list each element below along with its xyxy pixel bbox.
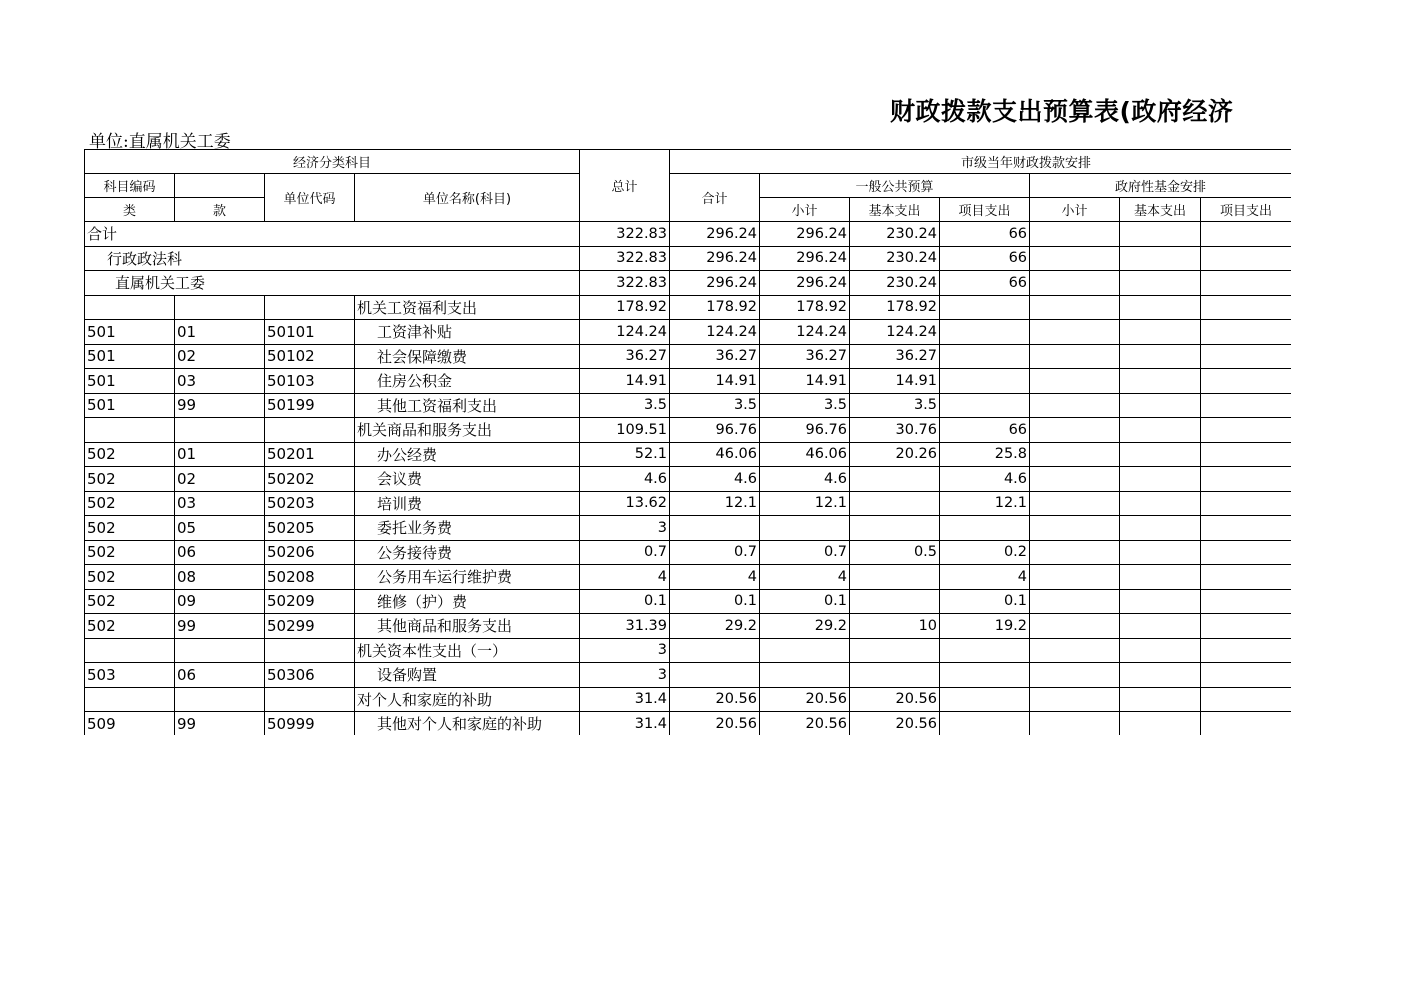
row-value: 66 xyxy=(940,271,1030,296)
row-value: 20.26 xyxy=(850,442,940,467)
row-value xyxy=(1030,320,1120,345)
row-unit-code: 50103 xyxy=(265,369,355,394)
row-name: 培训费 xyxy=(355,491,580,516)
row-value: 36.27 xyxy=(580,344,670,369)
row-value xyxy=(1030,442,1120,467)
row-class: 502 xyxy=(85,491,175,516)
row-value: 296.24 xyxy=(670,222,760,247)
row-name: 公务用车运行维护费 xyxy=(355,565,580,590)
header-general-budget: 一般公共预算 xyxy=(760,174,1030,198)
row-label: 直属机关工委 xyxy=(85,271,580,296)
row-unit-code xyxy=(265,418,355,443)
row-class: 501 xyxy=(85,393,175,418)
row-value xyxy=(1120,442,1201,467)
row-value: 4 xyxy=(940,565,1030,590)
row-value: 20.56 xyxy=(760,687,850,712)
row-value: 14.91 xyxy=(580,369,670,394)
row-name: 其他对个人和家庭的补助 xyxy=(355,712,580,736)
row-value: 124.24 xyxy=(760,320,850,345)
row-value xyxy=(760,663,850,688)
header-blank xyxy=(175,174,265,198)
row-kuan xyxy=(175,418,265,443)
row-value: 20.56 xyxy=(670,712,760,736)
row-value xyxy=(1120,516,1201,541)
row-unit-code: 50101 xyxy=(265,320,355,345)
row-value xyxy=(1201,320,1291,345)
row-value: 20.56 xyxy=(850,712,940,736)
row-value: 14.91 xyxy=(760,369,850,394)
row-kuan: 99 xyxy=(175,393,265,418)
row-value: 36.27 xyxy=(850,344,940,369)
row-value: 296.24 xyxy=(760,271,850,296)
row-value xyxy=(1120,491,1201,516)
row-value xyxy=(1201,687,1291,712)
row-value: 31.39 xyxy=(580,614,670,639)
row-value: 0.1 xyxy=(580,589,670,614)
row-value xyxy=(760,516,850,541)
row-unit-code: 50203 xyxy=(265,491,355,516)
row-value: 13.62 xyxy=(580,491,670,516)
row-name: 住房公积金 xyxy=(355,369,580,394)
row-value xyxy=(1201,491,1291,516)
row-value xyxy=(1030,369,1120,394)
row-value xyxy=(1030,712,1120,736)
row-kuan: 09 xyxy=(175,589,265,614)
row-value xyxy=(1030,467,1120,492)
row-value: 96.76 xyxy=(760,418,850,443)
row-kuan: 99 xyxy=(175,712,265,736)
row-value: 0.1 xyxy=(760,589,850,614)
row-value xyxy=(850,467,940,492)
row-class: 502 xyxy=(85,516,175,541)
row-value: 296.24 xyxy=(760,222,850,247)
row-value xyxy=(1201,467,1291,492)
row-value xyxy=(1201,516,1291,541)
row-value xyxy=(1120,295,1201,320)
row-value xyxy=(1120,271,1201,296)
row-value xyxy=(940,638,1030,663)
row-unit-code: 50299 xyxy=(265,614,355,639)
row-value: 0.5 xyxy=(850,540,940,565)
row-value xyxy=(1120,320,1201,345)
row-value xyxy=(940,663,1030,688)
row-value: 4.6 xyxy=(670,467,760,492)
row-value: 20.56 xyxy=(670,687,760,712)
row-name: 办公经费 xyxy=(355,442,580,467)
table-row xyxy=(85,442,1292,467)
row-name: 社会保障缴费 xyxy=(355,344,580,369)
row-value xyxy=(1030,516,1120,541)
row-value xyxy=(940,369,1030,394)
header-subtotal-all: 合计 xyxy=(670,174,760,222)
row-value xyxy=(1201,246,1291,271)
row-value: 0.2 xyxy=(940,540,1030,565)
row-class xyxy=(85,295,175,320)
row-value xyxy=(1201,712,1291,736)
table-row xyxy=(85,369,1292,394)
row-value xyxy=(670,663,760,688)
row-value: 4.6 xyxy=(940,467,1030,492)
row-value: 46.06 xyxy=(670,442,760,467)
row-class: 502 xyxy=(85,467,175,492)
row-value: 36.27 xyxy=(760,344,850,369)
row-value xyxy=(1030,638,1120,663)
row-value xyxy=(1030,540,1120,565)
row-value xyxy=(940,320,1030,345)
row-value xyxy=(940,393,1030,418)
row-kuan: 01 xyxy=(175,442,265,467)
row-value: 322.83 xyxy=(580,271,670,296)
table-body xyxy=(85,222,1292,736)
table-row xyxy=(85,663,1292,688)
row-value xyxy=(1120,565,1201,590)
row-class: 501 xyxy=(85,344,175,369)
row-kuan: 05 xyxy=(175,516,265,541)
table-row xyxy=(85,418,1292,443)
row-value xyxy=(1120,369,1201,394)
row-unit-code xyxy=(265,295,355,320)
row-value: 31.4 xyxy=(580,712,670,736)
row-value: 230.24 xyxy=(850,246,940,271)
row-class: 502 xyxy=(85,540,175,565)
row-class: 501 xyxy=(85,369,175,394)
row-value: 3.5 xyxy=(670,393,760,418)
row-class: 509 xyxy=(85,712,175,736)
row-name: 委托业务费 xyxy=(355,516,580,541)
header-gen-project: 项目支出 xyxy=(940,198,1030,222)
row-name: 机关工资福利支出 xyxy=(355,295,580,320)
row-value: 12.1 xyxy=(670,491,760,516)
row-value xyxy=(850,638,940,663)
row-unit-code xyxy=(265,638,355,663)
row-value xyxy=(1201,442,1291,467)
row-name: 机关资本性支出（一） xyxy=(355,638,580,663)
row-value xyxy=(1030,393,1120,418)
row-value xyxy=(940,295,1030,320)
header-city-arrange: 市级当年财政拨款安排 xyxy=(670,150,1291,174)
table-row xyxy=(85,246,1292,271)
row-value: 296.24 xyxy=(760,246,850,271)
row-value: 25.8 xyxy=(940,442,1030,467)
row-value: 124.24 xyxy=(850,320,940,345)
header-fund-subtotal: 小计 xyxy=(1030,198,1120,222)
row-class xyxy=(85,638,175,663)
header-subject-code: 科目编码 xyxy=(85,174,175,198)
row-unit-code: 50201 xyxy=(265,442,355,467)
row-class: 502 xyxy=(85,589,175,614)
table-row xyxy=(85,638,1292,663)
row-value: 178.92 xyxy=(580,295,670,320)
row-value xyxy=(670,638,760,663)
row-value: 109.51 xyxy=(580,418,670,443)
row-kuan: 08 xyxy=(175,565,265,590)
table-row xyxy=(85,320,1292,345)
row-value xyxy=(940,516,1030,541)
row-value xyxy=(1120,589,1201,614)
row-value: 36.27 xyxy=(670,344,760,369)
row-value: 178.92 xyxy=(850,295,940,320)
header-gen-basic: 基本支出 xyxy=(850,198,940,222)
row-value xyxy=(1201,418,1291,443)
row-value: 230.24 xyxy=(850,222,940,247)
row-value: 178.92 xyxy=(670,295,760,320)
row-class xyxy=(85,687,175,712)
row-value: 96.76 xyxy=(670,418,760,443)
budget-table-frame xyxy=(84,149,1291,735)
row-value xyxy=(1030,491,1120,516)
row-value xyxy=(1201,540,1291,565)
row-value xyxy=(1120,393,1201,418)
table-row xyxy=(85,295,1292,320)
table-row xyxy=(85,565,1292,590)
row-value xyxy=(850,491,940,516)
row-value xyxy=(940,687,1030,712)
row-kuan: 01 xyxy=(175,320,265,345)
row-value: 0.7 xyxy=(580,540,670,565)
row-value xyxy=(1120,344,1201,369)
row-value: 296.24 xyxy=(670,246,760,271)
row-value: 31.4 xyxy=(580,687,670,712)
row-value: 3.5 xyxy=(580,393,670,418)
row-value xyxy=(1201,344,1291,369)
row-class: 501 xyxy=(85,320,175,345)
row-class: 502 xyxy=(85,614,175,639)
row-unit-code: 50208 xyxy=(265,565,355,590)
header-fund-project: 项目支出 xyxy=(1201,198,1291,222)
row-value xyxy=(1030,295,1120,320)
row-value xyxy=(1201,369,1291,394)
table-row xyxy=(85,516,1292,541)
row-value xyxy=(1030,246,1120,271)
row-value xyxy=(850,663,940,688)
header-gen-subtotal: 小计 xyxy=(760,198,850,222)
row-value xyxy=(1030,418,1120,443)
row-value: 322.83 xyxy=(580,222,670,247)
row-value: 19.2 xyxy=(940,614,1030,639)
row-value: 3 xyxy=(580,638,670,663)
row-value xyxy=(1120,712,1201,736)
row-value: 20.56 xyxy=(760,712,850,736)
row-value: 14.91 xyxy=(850,369,940,394)
row-value xyxy=(1201,663,1291,688)
row-value: 0.7 xyxy=(760,540,850,565)
row-name: 对个人和家庭的补助 xyxy=(355,687,580,712)
row-value xyxy=(1201,271,1291,296)
row-kuan xyxy=(175,687,265,712)
header-kuan: 款 xyxy=(175,198,265,222)
row-label: 行政政法科 xyxy=(85,246,580,271)
row-value: 4.6 xyxy=(580,467,670,492)
row-value xyxy=(1030,222,1120,247)
row-value xyxy=(850,565,940,590)
row-unit-code: 50999 xyxy=(265,712,355,736)
row-kuan xyxy=(175,638,265,663)
row-value xyxy=(1030,589,1120,614)
row-value: 3 xyxy=(580,663,670,688)
row-name: 工资津补贴 xyxy=(355,320,580,345)
row-value: 66 xyxy=(940,222,1030,247)
row-kuan: 02 xyxy=(175,344,265,369)
row-value: 3 xyxy=(580,516,670,541)
row-name: 其他商品和服务支出 xyxy=(355,614,580,639)
row-value xyxy=(760,638,850,663)
row-value: 4 xyxy=(580,565,670,590)
row-value xyxy=(1120,638,1201,663)
row-name: 会议费 xyxy=(355,467,580,492)
table-row xyxy=(85,687,1292,712)
row-value xyxy=(1201,295,1291,320)
row-name: 设备购置 xyxy=(355,663,580,688)
row-value xyxy=(670,516,760,541)
row-kuan: 03 xyxy=(175,491,265,516)
row-value: 3.5 xyxy=(850,393,940,418)
row-value: 52.1 xyxy=(580,442,670,467)
row-value xyxy=(1201,393,1291,418)
row-name: 维修（护）费 xyxy=(355,589,580,614)
row-value: 0.1 xyxy=(670,589,760,614)
row-name: 其他工资福利支出 xyxy=(355,393,580,418)
row-value: 66 xyxy=(940,418,1030,443)
row-kuan: 03 xyxy=(175,369,265,394)
row-class: 502 xyxy=(85,442,175,467)
header-unit-code: 单位代码 xyxy=(265,174,355,222)
row-class xyxy=(85,418,175,443)
row-unit-code: 50205 xyxy=(265,516,355,541)
row-unit-code: 50102 xyxy=(265,344,355,369)
unit-label: 单位:直属机关工委 xyxy=(89,132,231,152)
row-value xyxy=(1030,663,1120,688)
table-row xyxy=(85,393,1292,418)
row-value xyxy=(1120,467,1201,492)
row-value xyxy=(1120,418,1201,443)
row-value: 0.1 xyxy=(940,589,1030,614)
row-name: 机关商品和服务支出 xyxy=(355,418,580,443)
row-label: 合计 xyxy=(85,222,580,247)
row-value: 20.56 xyxy=(850,687,940,712)
row-value: 12.1 xyxy=(940,491,1030,516)
row-value: 230.24 xyxy=(850,271,940,296)
row-unit-code: 50199 xyxy=(265,393,355,418)
row-value xyxy=(1030,344,1120,369)
row-value xyxy=(1120,614,1201,639)
row-value xyxy=(1030,271,1120,296)
header-total: 总计 xyxy=(580,150,670,222)
row-value xyxy=(1030,565,1120,590)
row-value xyxy=(1201,222,1291,247)
header-gov-fund: 政府性基金安排 xyxy=(1030,174,1291,198)
row-value xyxy=(1120,222,1201,247)
row-class: 503 xyxy=(85,663,175,688)
row-value: 10 xyxy=(850,614,940,639)
row-unit-code: 50206 xyxy=(265,540,355,565)
table-row xyxy=(85,222,1292,247)
row-value xyxy=(940,712,1030,736)
row-kuan xyxy=(175,295,265,320)
header-unit-name: 单位名称(科目) xyxy=(355,174,580,222)
table-row xyxy=(85,344,1292,369)
row-value xyxy=(1201,589,1291,614)
row-value xyxy=(1030,614,1120,639)
row-unit-code xyxy=(265,687,355,712)
row-value: 4 xyxy=(670,565,760,590)
row-kuan: 06 xyxy=(175,540,265,565)
row-value: 4 xyxy=(760,565,850,590)
table-row xyxy=(85,712,1292,736)
row-value: 0.7 xyxy=(670,540,760,565)
row-value xyxy=(1201,638,1291,663)
row-value: 322.83 xyxy=(580,246,670,271)
row-value: 29.2 xyxy=(670,614,760,639)
header-econ-class: 经济分类科目 xyxy=(85,150,580,174)
row-value: 29.2 xyxy=(760,614,850,639)
row-value: 178.92 xyxy=(760,295,850,320)
row-value xyxy=(1120,540,1201,565)
row-unit-code: 50202 xyxy=(265,467,355,492)
row-value: 296.24 xyxy=(670,271,760,296)
table-row xyxy=(85,589,1292,614)
row-unit-code: 50306 xyxy=(265,663,355,688)
row-class: 502 xyxy=(85,565,175,590)
row-value: 4.6 xyxy=(760,467,850,492)
row-value xyxy=(850,516,940,541)
row-value xyxy=(1120,687,1201,712)
table-row xyxy=(85,271,1292,296)
row-value xyxy=(1120,663,1201,688)
table-row xyxy=(85,614,1292,639)
table-row xyxy=(85,491,1292,516)
header-class: 类 xyxy=(85,198,175,222)
row-value xyxy=(1030,687,1120,712)
row-value xyxy=(1120,246,1201,271)
header-fund-basic: 基本支出 xyxy=(1120,198,1201,222)
row-value: 66 xyxy=(940,246,1030,271)
row-value: 124.24 xyxy=(580,320,670,345)
row-value: 12.1 xyxy=(760,491,850,516)
table-row xyxy=(85,540,1292,565)
page-title: 财政拨款支出预算表(政府经济 xyxy=(890,97,1234,126)
budget-table xyxy=(84,149,1291,735)
row-kuan: 99 xyxy=(175,614,265,639)
row-unit-code: 50209 xyxy=(265,589,355,614)
row-name: 公务接待费 xyxy=(355,540,580,565)
row-value: 124.24 xyxy=(670,320,760,345)
row-value: 30.76 xyxy=(850,418,940,443)
row-value: 3.5 xyxy=(760,393,850,418)
row-kuan: 06 xyxy=(175,663,265,688)
row-value xyxy=(1201,614,1291,639)
row-value: 14.91 xyxy=(670,369,760,394)
row-value: 46.06 xyxy=(760,442,850,467)
row-value xyxy=(1201,565,1291,590)
row-value xyxy=(850,589,940,614)
table-row xyxy=(85,467,1292,492)
row-kuan: 02 xyxy=(175,467,265,492)
title-clip xyxy=(880,85,1292,130)
row-value xyxy=(940,344,1030,369)
